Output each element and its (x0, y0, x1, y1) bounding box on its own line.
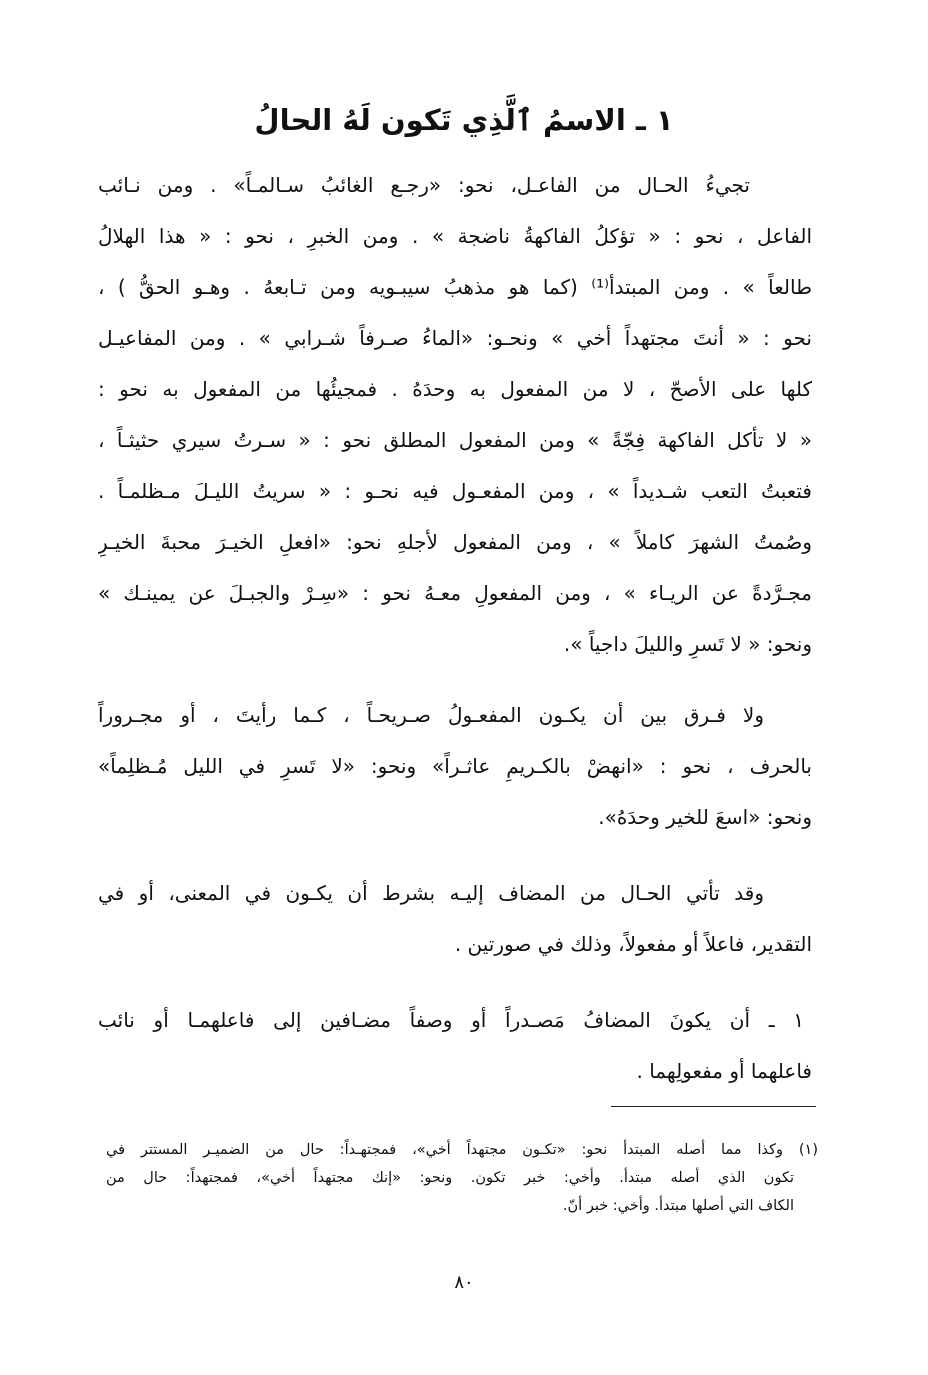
text-line: وقد تأتي الحـال من المضاف إليـه بشرط أن يكـون في المعنى، أو في (98, 881, 764, 905)
text-line: ونحو: «اسعَ للخير وحدَهُ». (598, 805, 812, 829)
text-line: مجـرَّدةً عن الريـاء » ، ومن المفعولِ معـهُ نحو : «سِـرْ والجبـلَ عن يمينـك » (98, 581, 812, 605)
text-line: فاعلهما أو مفعولِهما . (636, 1059, 812, 1083)
text-line: تجيءُ الحـال من الفاعـل، نحو: «رجـع الغائبُ سـالمـاً» . ومن نـائب (98, 173, 750, 197)
text-line: بالحرف ، نحو : «انهضْ بالكـريمِ عاثـراً» ونحو: «لا تَسرِ في الليل مُـظلِماً» (98, 754, 812, 778)
text-line: طالعاً » . ومن المبتدأ⁽¹⁾ (كما هو مذهبُ سيبـويه ومن تـابعهُ . وهـو الحقُّ ) ، (98, 275, 812, 299)
footnote (106, 1136, 818, 1220)
section-title: ١ ـ الاسمُ ٱلَّذِي تَكون لَهُ الحالُ (254, 103, 674, 137)
text-line: « لا تأكل الفاكهة فِجّةً » ومن المفعول المطلق نحو : « سـرتُ سيري حثيثـاً ، (98, 428, 812, 452)
text-line: الفاعل ، نحو : « تؤكلُ الفاكهةُ ناضجة » . ومن الخبرِ ، نحو : « هذا الهلالُ (98, 224, 812, 248)
text-line: ١ ـ أن يكونَ المضافُ مَصـدراً أو وصفاً مضـافين إلى فاعلهمـا أو نائب (98, 1008, 804, 1032)
paragraph-4 (98, 995, 812, 1097)
page-number: ٨٠ (454, 1272, 474, 1293)
text-line: ولا فـرق بين أن يكـون المفعـولُ صـريحـاً ، كـما رأيتَ ، أو مجـروراً (98, 703, 764, 727)
text-line: وصُمتُ الشهرَ كاملاً » ، ومن المفعول لأجلهِ نحو: «افعلِ الخيـرَ محبةَ الخيـرِ (98, 530, 812, 554)
text-line: فتعبتُ التعب شـديداً » ، ومن المفعـول فيه نحـو : « سريتُ الليـلَ مـظلمـاً . (98, 479, 812, 503)
paragraph-1 (98, 160, 812, 670)
footnote-line: الكاف التي أصلها مبتدأ. وأخي: خبر أنّ. (562, 1198, 794, 1214)
paragraph-3 (98, 868, 812, 970)
text-line: ونحو: « لا تَسرِ والليلَ داجياً ». (563, 632, 812, 656)
text-line: نحو : « أنتَ مجتهداً أخي » ونحـو: «الماءُ صـرفاً شـرابي » . ومن المفاعيـل (98, 326, 812, 350)
text-line: كلها على الأصحّ ، لا من المفعول به وحدَهُ . فمجيئُها من المفعول به نحو : (98, 377, 812, 401)
footnote-line: (١) وكذا مما أصله المبتدأ نحو: «تكـون مجتهداً أخي»، فمجتهـداً: حال من الضميـر المستتر في (106, 1142, 818, 1158)
footnote-divider (611, 1106, 816, 1107)
text-line: التقدير، فاعلاً أو مفعولاً، وذلك في صورتين . (454, 932, 812, 956)
footnote-line: تكون الذي أصله مبتدأ. وأخي: خبر تكون. ونحو: «إنك مجتهداً أخي»، فمجتهداً: حال من (106, 1170, 794, 1186)
paragraph-2 (98, 690, 812, 843)
